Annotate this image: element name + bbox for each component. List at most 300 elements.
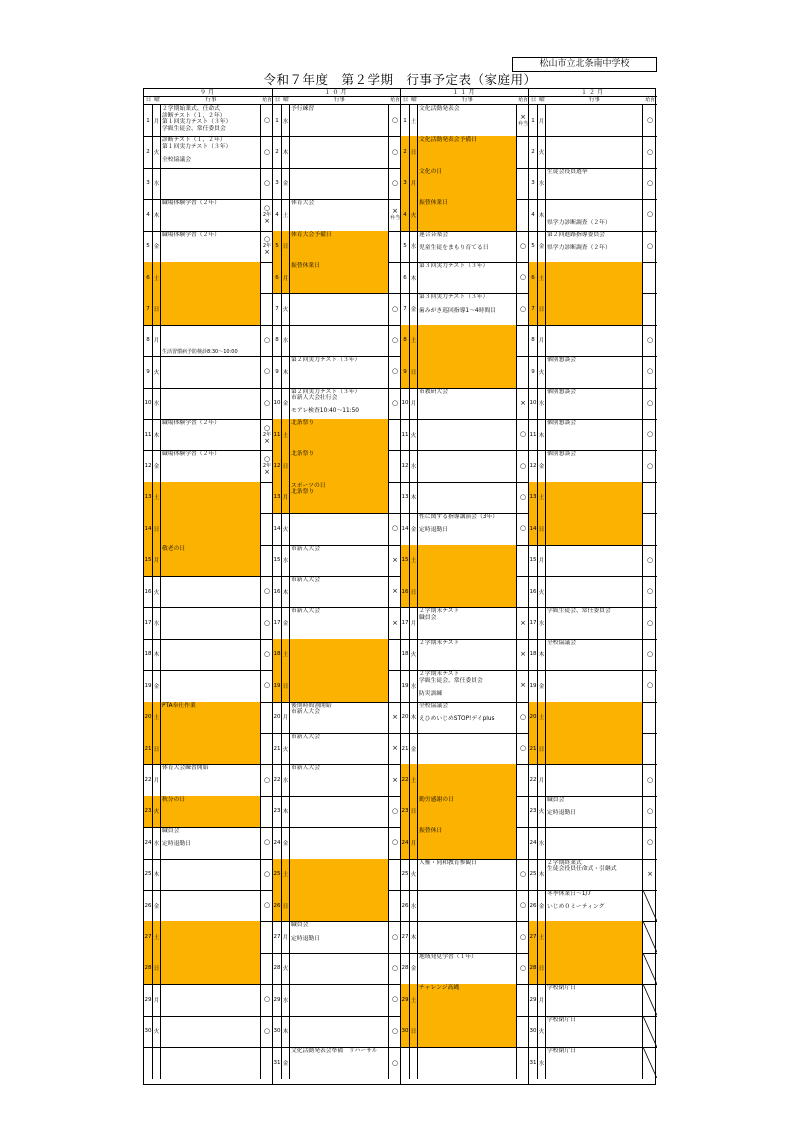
event-text: 市新人大会: [291, 765, 320, 772]
weekday: 水: [282, 545, 290, 576]
event-text: 冬季休業日～1/7: [547, 891, 592, 897]
day-number: 10: [401, 388, 410, 419]
day-row: [144, 388, 272, 420]
lunch-mark: [261, 607, 273, 638]
events-cell: [418, 733, 517, 764]
events-cell: [161, 827, 261, 858]
day-row: [401, 450, 528, 482]
day-row: [144, 1016, 272, 1048]
lunch-mark: [261, 325, 273, 356]
day-number: 8: [273, 325, 282, 356]
event-text: 市教研大会: [419, 388, 448, 395]
lunch-mark: [517, 199, 529, 230]
lunch-symbol: ○: [646, 210, 654, 219]
weekday: 木: [282, 576, 290, 607]
lunch-symbol: ○: [263, 995, 271, 1004]
weekday: 土: [410, 984, 418, 1015]
day-number: 13: [401, 482, 410, 513]
weekday: 日: [153, 293, 161, 324]
lunch-mark: [643, 136, 657, 167]
month-header: １０月: [273, 89, 400, 97]
events-cell: [161, 607, 261, 638]
lunch-mark: [643, 890, 657, 921]
weekday: 木: [410, 262, 418, 293]
header-weekday: 曜: [539, 97, 545, 103]
day-row: [401, 670, 528, 702]
day-row: [401, 262, 528, 294]
day-row: [401, 1047, 528, 1079]
events-cell: [161, 670, 261, 701]
day-number: 11: [144, 419, 153, 450]
day-number: 19: [273, 670, 282, 701]
event-text: 市新人大会壮行会: [291, 395, 338, 402]
event-text: 文化の日: [419, 168, 443, 175]
event-text: 職員会: [547, 796, 565, 803]
day-number: 21: [273, 733, 282, 764]
lunch-mark: [261, 1016, 273, 1047]
day-row: [144, 545, 272, 577]
events-cell: [161, 953, 261, 984]
day-row: [273, 921, 400, 953]
events-cell: [290, 168, 389, 199]
lunch-note: 2年: [262, 431, 272, 438]
day-number: 25: [273, 859, 282, 890]
day-row: [529, 545, 657, 577]
day-row: [144, 639, 272, 671]
lunch-mark: [517, 356, 529, 387]
day-number: 30: [529, 1016, 538, 1047]
event-text: [419, 301, 515, 308]
lunch-symbol: ○: [391, 304, 399, 313]
day-number: 9: [529, 356, 538, 387]
day-number: 11: [273, 419, 282, 450]
day-row: [529, 796, 657, 828]
lunch-mark: [643, 513, 657, 544]
day-number: 11: [401, 419, 410, 450]
event-text: 定時退勤日: [547, 809, 576, 816]
day-number: 26: [401, 890, 410, 921]
lunch-mark: [643, 764, 657, 795]
month-header: １１月: [401, 89, 528, 97]
lunch-mark: [389, 639, 401, 670]
weekday: 月: [282, 262, 290, 293]
weekday: 月: [410, 827, 418, 858]
day-row: [144, 764, 272, 796]
weekday: 水: [282, 325, 290, 356]
day-number: 22: [144, 764, 153, 795]
weekday: 火: [410, 859, 418, 890]
lunch-symbol: ○: [519, 744, 527, 753]
day-row: [144, 702, 272, 734]
day-number: 26: [144, 890, 153, 921]
lunch-mark: [517, 513, 529, 544]
event-text: 職場体験学習（２年）: [162, 200, 220, 207]
lunch-symbol: ×: [392, 744, 398, 753]
events-cell: [290, 105, 389, 136]
lunch-mark: [517, 827, 529, 858]
weekday: 木: [410, 921, 418, 952]
day-number: 25: [529, 859, 538, 890]
event-text: 文化活動発表会予備日: [419, 137, 477, 144]
event-text: 歯みがき巡回指導1～4時間目: [419, 307, 496, 314]
day-row: [144, 231, 272, 263]
lunch-mark: [643, 733, 657, 764]
day-number: 28: [529, 953, 538, 984]
event-text: 全校協議会: [162, 157, 191, 164]
events-cell: [161, 1047, 261, 1079]
lunch-mark: [517, 545, 529, 576]
weekday: 土: [538, 482, 546, 513]
events-cell: [290, 199, 389, 230]
day-row: [529, 199, 657, 231]
events-cell: [418, 639, 517, 670]
event-text: 市新人大会: [291, 608, 320, 615]
event-text: チャレンジ高縄: [419, 985, 460, 992]
lunch-mark: [517, 388, 529, 419]
header-weekday: 曜: [411, 97, 417, 103]
day-row: [529, 293, 657, 325]
events-cell: [161, 168, 261, 199]
header-day: 日: [530, 97, 537, 103]
event-text: 学校閉庁日: [547, 1016, 576, 1023]
events-cell: [418, 670, 517, 701]
event-text: えひめいじめSTOP!デイplus: [419, 715, 495, 722]
weekday: 金: [153, 231, 161, 262]
event-text: PTA奉仕作業: [162, 702, 196, 709]
lunch-mark: [389, 921, 401, 952]
lunch-symbol: ○: [263, 455, 271, 464]
lunch-mark: [389, 105, 401, 136]
event-text: 職員会: [291, 922, 309, 929]
lunch-symbol: ○: [391, 838, 399, 847]
lunch-mark: [517, 293, 529, 324]
event-text: 個別懇談会: [547, 451, 576, 458]
day-row: [529, 576, 657, 608]
lunch-symbol: ×: [520, 681, 526, 690]
weekday: 日: [538, 953, 546, 984]
day-number: 7: [144, 293, 153, 324]
lunch-symbol: ○: [646, 430, 654, 439]
day-row: [144, 796, 272, 828]
lunch-mark: [643, 356, 657, 387]
lunch-mark: [389, 733, 401, 764]
events-cell: [290, 921, 389, 952]
day-number: 2: [273, 136, 282, 167]
lunch-mark: [643, 639, 657, 670]
event-text: 職員会: [162, 828, 180, 835]
day-number: 3: [273, 168, 282, 199]
lunch-symbol: ○: [646, 838, 654, 847]
lunch-symbol: ○: [391, 398, 399, 407]
events-cell: [161, 136, 261, 167]
lunch-symbol: ○: [391, 806, 399, 815]
lunch-mark: [517, 105, 529, 136]
day-number: 17: [273, 607, 282, 638]
day-row: [273, 953, 400, 985]
lunch-mark: [643, 1047, 657, 1079]
lunch-mark: [261, 702, 273, 733]
events-cell: [290, 356, 389, 387]
day-number: 22: [401, 764, 410, 795]
day-number: 28: [273, 953, 282, 984]
event-text: 連合音楽会: [419, 231, 448, 238]
day-row: [529, 953, 657, 985]
weekday: 金: [538, 670, 546, 701]
events-cell: [546, 136, 643, 167]
header-weekday: 曜: [283, 97, 289, 103]
event-text: 北条祭り: [291, 489, 315, 496]
event-text: [291, 929, 387, 936]
column-headers: [144, 97, 272, 105]
day-number: 17: [144, 607, 153, 638]
day-number: 16: [273, 576, 282, 607]
events-cell: [161, 733, 261, 764]
lunch-mark: [517, 984, 529, 1015]
events-cell: [546, 293, 643, 324]
events-cell: [290, 702, 389, 733]
header-day: 日: [402, 97, 409, 103]
day-number: 5: [144, 231, 153, 262]
day-number: 12: [144, 450, 153, 481]
weekday: 水: [410, 450, 418, 481]
weekday: 日: [282, 231, 290, 262]
event-text: 職場体験学習（２年）: [162, 420, 220, 426]
day-number: 24: [273, 827, 282, 858]
event-text: ２学期終業式: [547, 859, 582, 866]
day-row: [273, 670, 400, 702]
event-text: 第２回実力テスト（３年）: [291, 357, 361, 364]
day-number: 20: [401, 702, 410, 733]
day-row: [529, 513, 657, 545]
lunch-symbol: ×: [392, 775, 398, 784]
event-text: 防災訓練: [419, 690, 443, 697]
lunch-symbol: ○: [646, 178, 654, 187]
event-text: 定時退勤日: [291, 935, 320, 942]
lunch-mark: [643, 419, 657, 450]
day-number: 8: [144, 325, 153, 356]
day-row: [144, 450, 272, 482]
lunch-mark: [517, 733, 529, 764]
day-number: 20: [273, 702, 282, 733]
events-cell: [546, 921, 643, 952]
calendar-table: [143, 88, 656, 1085]
day-row: [144, 482, 272, 514]
weekday: 土: [282, 419, 290, 450]
weekday: 日: [153, 733, 161, 764]
weekday: 火: [153, 136, 161, 167]
weekday: 木: [282, 1016, 290, 1047]
header-events: 行事: [588, 97, 600, 103]
events-cell: [290, 136, 389, 167]
lunch-symbol: ○: [519, 273, 527, 282]
lunch-mark: [643, 482, 657, 513]
lunch-symbol: ○: [263, 1026, 271, 1035]
day-row: [401, 388, 528, 420]
weekday: 水: [538, 827, 546, 858]
lunch-mark: [261, 796, 273, 827]
day-row: [401, 545, 528, 577]
day-number: 4: [401, 199, 410, 230]
day-row: [401, 859, 528, 891]
column-headers: [273, 97, 400, 105]
lunch-mark: [261, 262, 273, 293]
weekday: 火: [538, 356, 546, 387]
events-cell: [546, 388, 643, 419]
lunch-mark: [261, 136, 273, 167]
events-cell: [161, 105, 261, 136]
lunch-symbol-2: ×: [264, 216, 270, 225]
event-text: 全校協議会: [547, 639, 576, 646]
weekday: 月: [538, 325, 546, 356]
events-cell: [290, 576, 389, 607]
day-number: 19: [144, 670, 153, 701]
weekday: 金: [538, 890, 546, 921]
month-column: [401, 89, 529, 1084]
event-text: 学校閉庁日: [547, 1048, 576, 1054]
event-text: 職員会: [419, 614, 437, 621]
header-events: 行事: [205, 97, 217, 103]
lunch-mark: [389, 1047, 401, 1079]
events-cell: [418, 262, 517, 293]
events-cell: [546, 513, 643, 544]
weekday: 金: [282, 1047, 290, 1079]
day-row: [144, 168, 272, 200]
day-row: [273, 1016, 400, 1048]
lunch-symbol: ○: [391, 1026, 399, 1035]
weekday: 火: [538, 796, 546, 827]
day-row: [401, 105, 528, 137]
events-cell: [418, 513, 517, 544]
lunch-mark: [517, 796, 529, 827]
event-text: 学級生徒会、常任委員会: [419, 677, 483, 684]
day-row: [273, 764, 400, 796]
day-row: [273, 168, 400, 200]
lunch-symbol: ○: [391, 995, 399, 1004]
day-number: 23: [144, 796, 153, 827]
events-cell: [418, 356, 517, 387]
day-number: 10: [273, 388, 282, 419]
lunch-mark: [643, 199, 657, 230]
day-row: [273, 984, 400, 1016]
events-cell: [161, 576, 261, 607]
weekday: 日: [538, 513, 546, 544]
day-number: 21: [401, 733, 410, 764]
day-number: 30: [273, 1016, 282, 1047]
diagonal-line: [643, 984, 657, 1015]
events-cell: [418, 796, 517, 827]
event-text: 診断テスト（１，２年）: [162, 137, 226, 144]
day-row: [529, 450, 657, 482]
lunch-mark: [517, 576, 529, 607]
event-text: 第２回進路指導委員会: [547, 231, 605, 238]
weekday: 土: [410, 764, 418, 795]
lunch-mark: [643, 953, 657, 984]
weekday: 月: [410, 388, 418, 419]
day-number: 6: [401, 262, 410, 293]
weekday: 土: [153, 262, 161, 293]
weekday: 金: [538, 231, 546, 262]
lunch-symbol: ○: [263, 398, 271, 407]
event-text: ２学期末テスト: [419, 639, 460, 646]
day-number: 27: [401, 921, 410, 952]
events-cell: [418, 827, 517, 858]
lunch-symbol: ○: [519, 461, 527, 470]
lunch-mark: [261, 168, 273, 199]
weekday: 土: [282, 199, 290, 230]
weekday: 日: [410, 1016, 418, 1047]
weekday: 木: [153, 199, 161, 230]
weekday: 木: [153, 419, 161, 450]
day-row: [401, 513, 528, 545]
weekday: 土: [282, 639, 290, 670]
day-row: [529, 607, 657, 639]
lunch-symbol: ○: [263, 335, 271, 344]
lunch-symbol: ○: [263, 587, 271, 596]
lunch-symbol: ○: [391, 963, 399, 972]
lunch-mark: [389, 450, 401, 481]
lunch-mark: [517, 859, 529, 890]
lunch-mark: [261, 450, 273, 481]
events-cell: [161, 890, 261, 921]
lunch-mark: [389, 670, 401, 701]
event-text: ２学期末テスト: [419, 671, 460, 678]
weekday: 月: [538, 764, 546, 795]
weekday: 水: [538, 168, 546, 199]
events-cell: [418, 388, 517, 419]
weekday: 月: [153, 545, 161, 576]
lunch-symbol: ○: [519, 963, 527, 972]
lunch-symbol-2: ×: [264, 468, 270, 477]
lunch-mark: [389, 168, 401, 199]
lunch-mark: [643, 388, 657, 419]
day-number: 1: [144, 105, 153, 136]
weekday: 月: [153, 984, 161, 1015]
lunch-mark: [517, 607, 529, 638]
lunch-symbol-2: ×: [264, 248, 270, 257]
lunch-mark: [643, 921, 657, 952]
event-text: モアレ検査10:40～11:50: [291, 408, 359, 415]
weekday: 火: [538, 576, 546, 607]
day-row: [273, 733, 400, 765]
day-number: 13: [144, 482, 153, 513]
day-row: [144, 419, 272, 451]
event-text: 個別懇談会: [547, 357, 576, 364]
events-cell: [290, 231, 389, 262]
weekday: 土: [410, 325, 418, 356]
lunch-symbol: ○: [391, 116, 399, 125]
day-number: 5: [273, 231, 282, 262]
weekday: 火: [153, 356, 161, 387]
day-row: [529, 105, 657, 137]
events-cell: [546, 984, 643, 1015]
day-row: [273, 607, 400, 639]
day-row: [529, 764, 657, 796]
day-row: [273, 482, 400, 514]
weekday: 月: [282, 921, 290, 952]
day-row: [529, 388, 657, 420]
weekday: 水: [282, 984, 290, 1015]
event-text: 市新人大会: [291, 545, 320, 552]
lunch-mark: [389, 576, 401, 607]
day-number: 1: [273, 105, 282, 136]
month-column: [273, 89, 401, 1084]
events-cell: [161, 1016, 261, 1047]
weekday: 木: [538, 859, 546, 890]
lunch-note: 2年: [262, 211, 272, 218]
lunch-symbol: ○: [646, 367, 654, 376]
events-cell: [161, 231, 261, 262]
lunch-mark: [643, 262, 657, 293]
